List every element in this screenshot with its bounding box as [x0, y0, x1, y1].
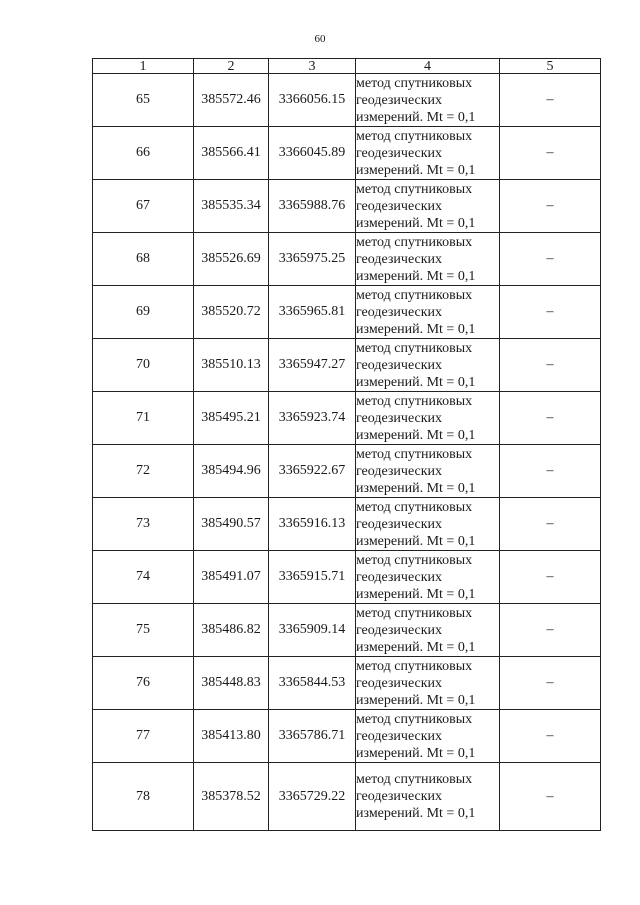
point-number-cell: 71 — [93, 392, 194, 445]
method-line: метод спутниковых — [356, 75, 473, 91]
point-number-cell: 77 — [93, 710, 194, 763]
point-number-cell: 73 — [93, 498, 194, 551]
column-header-3: 3 — [269, 59, 356, 74]
y-coordinate-cell: 3365786.71 — [269, 710, 356, 763]
note-cell: – — [500, 180, 601, 233]
x-coordinate-cell: 385413.80 — [194, 710, 269, 763]
y-coordinate-cell: 3365729.22 — [269, 763, 356, 831]
method-line: геодезических — [356, 789, 443, 804]
method-line: геодезических — [356, 251, 443, 267]
column-header-2: 2 — [194, 59, 269, 74]
method-cell — [356, 551, 500, 604]
method-cell — [356, 604, 500, 657]
method-cell — [356, 74, 500, 127]
method-cell — [356, 339, 500, 392]
y-coordinate-cell: 3365975.25 — [269, 233, 356, 286]
method-line: измерений. Mt = 0,1 — [356, 374, 476, 390]
method-line: метод спутниковых — [356, 234, 473, 250]
method-line: геодезических — [356, 304, 443, 320]
method-line: измерений. Mt = 0,1 — [356, 533, 476, 549]
column-header-4: 4 — [356, 59, 500, 74]
point-number-cell: 78 — [93, 763, 194, 831]
point-number-cell: 75 — [93, 604, 194, 657]
method-line: геодезических — [356, 622, 443, 638]
y-coordinate-cell: 3365988.76 — [269, 180, 356, 233]
method-cell — [356, 286, 500, 339]
y-coordinate-cell: 3365915.71 — [269, 551, 356, 604]
y-coordinate-cell: 3365909.14 — [269, 604, 356, 657]
method-line: метод спутниковых — [356, 552, 473, 568]
table-row — [93, 233, 601, 286]
method-cell — [356, 180, 500, 233]
table-row — [93, 392, 601, 445]
method-cell — [356, 657, 500, 710]
note-cell: – — [500, 339, 601, 392]
method-cell — [356, 710, 500, 763]
method-line: измерений. Mt = 0,1 — [356, 427, 476, 443]
table-row — [93, 657, 601, 710]
y-coordinate-cell: 3365916.13 — [269, 498, 356, 551]
method-line: метод спутниковых — [356, 605, 473, 621]
table-row — [93, 339, 601, 392]
method-line: геодезических — [356, 516, 443, 532]
point-number-cell: 76 — [93, 657, 194, 710]
y-coordinate-cell: 3365923.74 — [269, 392, 356, 445]
table-row — [93, 74, 601, 127]
point-number-cell: 72 — [93, 445, 194, 498]
column-header-5: 5 — [500, 59, 601, 74]
method-line: метод спутниковых — [356, 128, 473, 144]
method-line: измерений. Mt = 0,1 — [356, 215, 476, 231]
point-number-cell: 65 — [93, 74, 194, 127]
table-body — [93, 74, 601, 831]
x-coordinate-cell: 385378.52 — [194, 763, 269, 831]
x-coordinate-cell: 385486.82 — [194, 604, 269, 657]
method-cell — [356, 127, 500, 180]
method-line: геодезических — [356, 145, 443, 161]
table-row — [93, 604, 601, 657]
note-cell: – — [500, 657, 601, 710]
coordinates-table — [92, 58, 601, 831]
note-cell: – — [500, 763, 601, 831]
method-line: измерений. Mt = 0,1 — [356, 321, 476, 337]
method-line: геодезических — [356, 410, 443, 426]
note-cell: – — [500, 286, 601, 339]
method-line: геодезических — [356, 198, 443, 214]
x-coordinate-cell: 385526.69 — [194, 233, 269, 286]
method-line: метод спутниковых — [356, 287, 473, 303]
x-coordinate-cell: 385520.72 — [194, 286, 269, 339]
table-row — [93, 710, 601, 763]
method-line: геодезических — [356, 728, 443, 744]
method-cell — [356, 498, 500, 551]
method-line: геодезических — [356, 675, 443, 691]
note-cell: – — [500, 233, 601, 286]
method-line: геодезических — [356, 357, 443, 373]
method-line: метод спутниковых — [356, 340, 473, 356]
method-line: измерений. Mt = 0,1 — [356, 639, 476, 655]
method-line: геодезических — [356, 463, 443, 479]
method-line: метод спутниковых — [356, 499, 473, 515]
table-row — [93, 180, 601, 233]
x-coordinate-cell: 385510.13 — [194, 339, 269, 392]
method-cell — [356, 233, 500, 286]
method-line: геодезических — [356, 569, 443, 585]
y-coordinate-cell: 3365965.81 — [269, 286, 356, 339]
x-coordinate-cell: 385535.34 — [194, 180, 269, 233]
method-line: метод спутниковых — [356, 393, 473, 409]
method-line: метод спутниковых — [356, 181, 473, 197]
method-line: измерений. Mt = 0,1 — [356, 480, 476, 496]
method-line: измерений. Mt = 0,1 — [356, 586, 476, 602]
y-coordinate-cell: 3365947.27 — [269, 339, 356, 392]
y-coordinate-cell: 3365844.53 — [269, 657, 356, 710]
x-coordinate-cell: 385490.57 — [194, 498, 269, 551]
method-cell — [356, 445, 500, 498]
note-cell: – — [500, 445, 601, 498]
note-cell: – — [500, 392, 601, 445]
method-line: измерений. Mt = 0,1 — [356, 162, 476, 178]
method-cell — [356, 392, 500, 445]
table-row — [93, 551, 601, 604]
method-line: измерений. Mt = 0,1 — [356, 268, 476, 284]
method-line: метод спутниковых — [356, 658, 473, 674]
method-line: метод спутниковых — [356, 711, 473, 727]
method-line: метод спутниковых — [356, 772, 473, 787]
method-line: измерений. Mt = 0,1 — [356, 745, 476, 761]
note-cell: – — [500, 551, 601, 604]
method-line: измерений. Mt = 0,1 — [356, 692, 476, 708]
y-coordinate-cell: 3366056.15 — [269, 74, 356, 127]
note-cell: – — [500, 710, 601, 763]
y-coordinate-cell: 3366045.89 — [269, 127, 356, 180]
point-number-cell: 70 — [93, 339, 194, 392]
table-row — [93, 127, 601, 180]
x-coordinate-cell: 385491.07 — [194, 551, 269, 604]
point-number-cell: 69 — [93, 286, 194, 339]
note-cell: – — [500, 604, 601, 657]
point-number-cell: 74 — [93, 551, 194, 604]
note-cell: – — [500, 498, 601, 551]
table-row — [93, 286, 601, 339]
column-header-1: 1 — [93, 59, 194, 74]
table-row — [93, 498, 601, 551]
method-line: измерений. Mt = 0,1 — [356, 806, 476, 821]
page-number: 60 — [314, 33, 326, 45]
table-row — [93, 763, 601, 831]
x-coordinate-cell: 385566.41 — [194, 127, 269, 180]
table-row — [93, 445, 601, 498]
method-line: геодезических — [356, 92, 443, 108]
method-line: метод спутниковых — [356, 446, 473, 462]
method-cell — [356, 763, 500, 831]
point-number-cell: 67 — [93, 180, 194, 233]
x-coordinate-cell: 385572.46 — [194, 74, 269, 127]
point-number-cell: 66 — [93, 127, 194, 180]
x-coordinate-cell: 385495.21 — [194, 392, 269, 445]
note-cell: – — [500, 74, 601, 127]
y-coordinate-cell: 3365922.67 — [269, 445, 356, 498]
point-number-cell: 68 — [93, 233, 194, 286]
x-coordinate-cell: 385448.83 — [194, 657, 269, 710]
table-header-row — [93, 59, 601, 74]
x-coordinate-cell: 385494.96 — [194, 445, 269, 498]
note-cell: – — [500, 127, 601, 180]
method-line: измерений. Mt = 0,1 — [356, 109, 476, 125]
